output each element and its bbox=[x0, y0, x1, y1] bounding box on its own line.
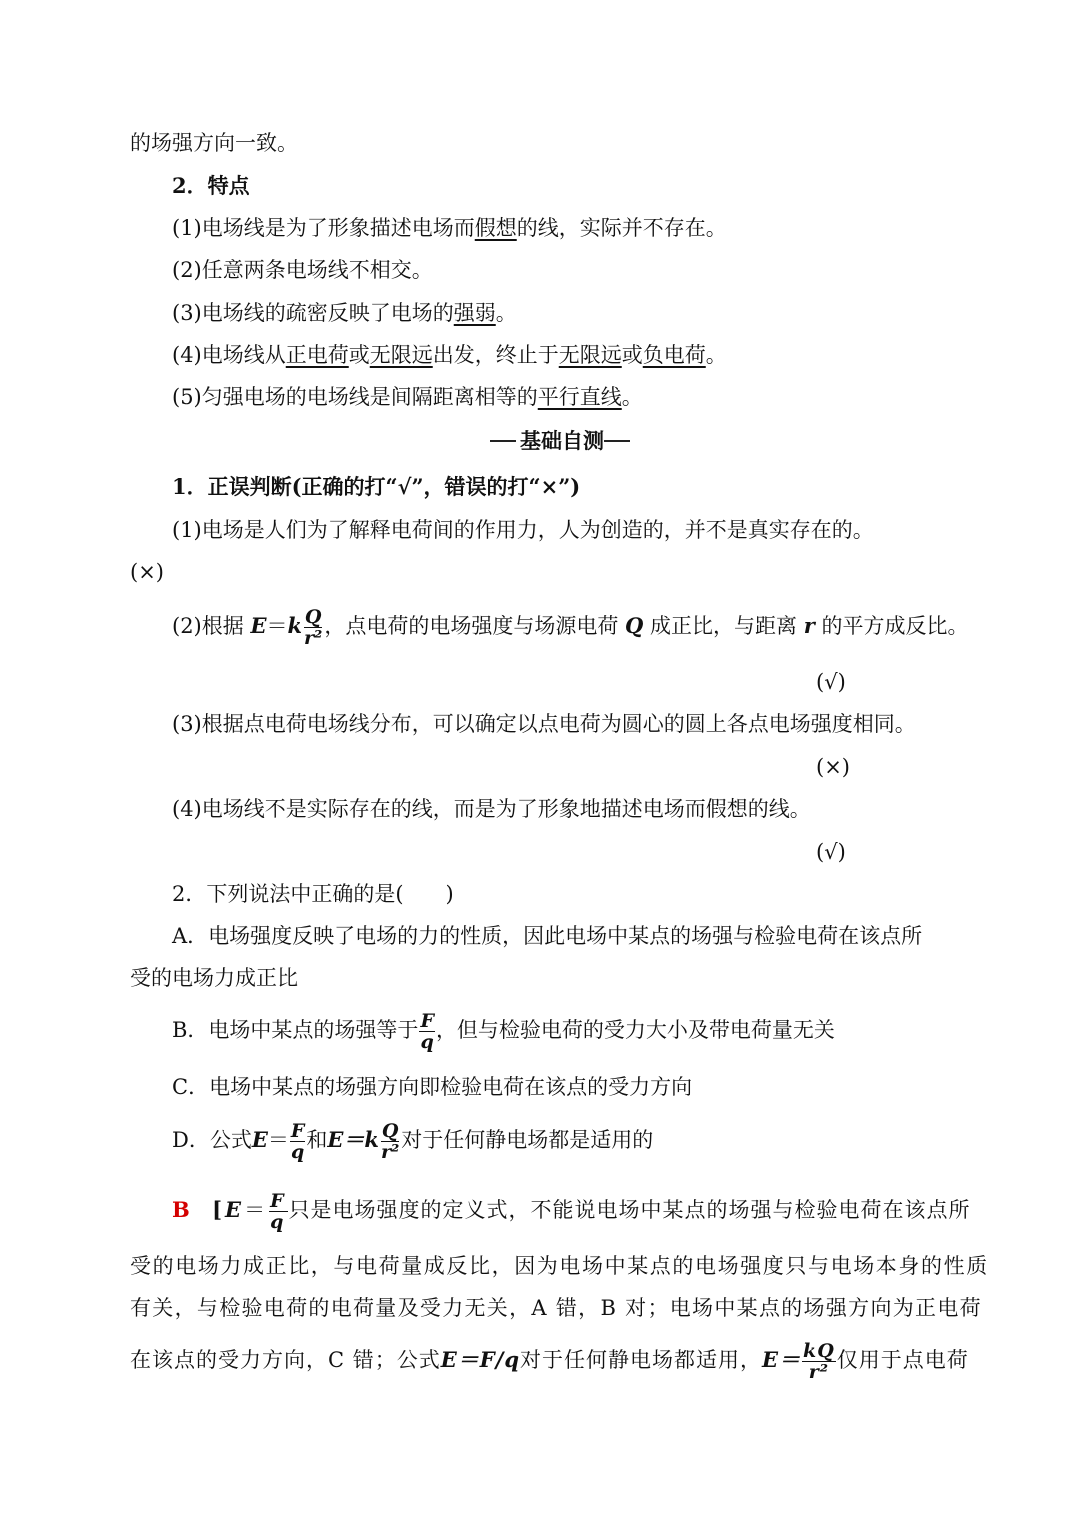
text: 2．特点 bbox=[172, 173, 250, 198]
formula-symbol: Q bbox=[625, 613, 644, 638]
fraction bbox=[802, 1341, 836, 1382]
text: 出发，终止于 bbox=[432, 343, 559, 367]
formula-symbol: E bbox=[327, 1127, 344, 1152]
formula-symbol: E＝ bbox=[762, 1347, 802, 1372]
text: 的场强方向一致。 bbox=[130, 131, 298, 155]
text: 受的电场力成正比 bbox=[130, 966, 298, 990]
underlined-answer: 平行直线 bbox=[537, 385, 622, 409]
q2-option-a-cont bbox=[130, 963, 298, 993]
judgement-mark: (×) bbox=[130, 560, 164, 584]
section-title bbox=[490, 428, 630, 454]
fraction bbox=[419, 1011, 435, 1052]
text: (4)电场线从 bbox=[172, 343, 286, 367]
denominator: q bbox=[420, 1031, 434, 1053]
text: 的平方成反比。 bbox=[821, 614, 969, 638]
text: ，但与检验电荷的受力大小及带电荷量无关 bbox=[435, 1018, 835, 1042]
feature-1 bbox=[172, 213, 727, 243]
q1-item-3 bbox=[172, 709, 916, 739]
text: (4)电场线不是实际存在的线，而是为了形象地描述电场而假想的线。 bbox=[172, 797, 811, 821]
q2-title bbox=[172, 879, 454, 909]
text-line bbox=[130, 128, 298, 158]
text: 或 bbox=[348, 343, 370, 367]
text: (3)根据点电荷电场线分布，可以确定以点电荷为圆心的圆上各点电场强度相同。 bbox=[172, 712, 916, 736]
underlined-answer: 假想 bbox=[474, 216, 517, 240]
formula-symbol: ＝ bbox=[244, 1198, 269, 1222]
text: 或 bbox=[621, 343, 643, 367]
text: D．公式 bbox=[172, 1128, 252, 1152]
text: (正确的打“√”，错误的打“×”) bbox=[291, 474, 581, 499]
text: 成正比，与距离 bbox=[650, 614, 798, 638]
q2-option-d bbox=[172, 1120, 653, 1162]
q1-item-4-mark: (√) bbox=[816, 840, 846, 864]
denominator: q bbox=[290, 1141, 305, 1163]
text: 仅用于点电荷 bbox=[836, 1348, 969, 1372]
fraction bbox=[269, 1191, 288, 1232]
text: 和 bbox=[306, 1128, 328, 1152]
text: [ bbox=[212, 1197, 226, 1222]
text: B．电场中某点的场强等于 bbox=[172, 1018, 419, 1042]
heading-features bbox=[172, 171, 250, 201]
text: (5)匀强电场的电场线是间隔距离相等的 bbox=[172, 385, 538, 409]
formula-symbol: ＝ bbox=[267, 1128, 289, 1152]
q1-item-3-mark: (×) bbox=[816, 755, 850, 779]
answer-line-1 bbox=[172, 1190, 971, 1232]
text: 对于任何静电场都是适用的 bbox=[401, 1128, 654, 1152]
answer-line-2 bbox=[130, 1251, 989, 1281]
text: C．电场中某点的场强方向即检验电荷在该点的受力方向 bbox=[172, 1075, 693, 1099]
text: (1)电场线是为了形象描述电场而 bbox=[172, 216, 475, 240]
feature-5 bbox=[172, 382, 643, 412]
fraction bbox=[380, 1121, 400, 1162]
text: 2．下列说法中正确的是( ) bbox=[172, 882, 454, 906]
underlined-answer: 无限远 bbox=[558, 343, 622, 367]
underlined-answer: 强弱 bbox=[453, 301, 496, 325]
numerator: F bbox=[270, 1190, 287, 1212]
q1-title bbox=[172, 472, 580, 502]
underlined-answer: 正电荷 bbox=[285, 343, 349, 367]
q2-option-a bbox=[172, 921, 922, 951]
feature-2 bbox=[172, 255, 433, 285]
text: 受的电场力成正比，与电荷量成反比，因为电场中某点的电场强度只与电场本身的性质 bbox=[130, 1254, 989, 1278]
section-title-text: 基础自测 bbox=[520, 428, 604, 453]
q1-item-1 bbox=[172, 515, 874, 545]
numerator: Q bbox=[381, 1120, 399, 1142]
text: ，点电荷的电场强度与场源电荷 bbox=[324, 614, 619, 638]
text: A．电场强度反映了电场的力的性质，因此电场中某点的场强与检验电荷在该点所 bbox=[172, 924, 923, 948]
denominator: q bbox=[270, 1211, 287, 1233]
text: 在该点的受力方向，C 错；公式 bbox=[130, 1348, 441, 1372]
formula-symbol: E bbox=[225, 1197, 245, 1222]
feature-4 bbox=[172, 340, 727, 370]
underlined-answer: 负电荷 bbox=[642, 343, 706, 367]
formula: E＝F/q bbox=[440, 1347, 521, 1372]
denominator: r² bbox=[380, 1141, 400, 1163]
q1-item-2-mark: (√) bbox=[816, 670, 846, 694]
title-rule-left bbox=[490, 440, 516, 442]
q1-item-2 bbox=[172, 606, 968, 648]
q1-item-4 bbox=[172, 794, 811, 824]
formula-symbol: k bbox=[287, 613, 303, 638]
text: 有关，与检验电荷的电荷量及受力无关，A 错，B 对；电场中某点的场强方向为正电荷 bbox=[130, 1296, 982, 1320]
formula-symbol: E bbox=[251, 1127, 268, 1152]
denominator: r² bbox=[304, 627, 323, 649]
formula-symbol: ＝ bbox=[266, 614, 288, 638]
numerator: F bbox=[290, 1120, 305, 1142]
answer-letter: B bbox=[172, 1197, 193, 1222]
q1-item-1-mark bbox=[130, 557, 164, 587]
text: 的线，实际并不存在。 bbox=[516, 216, 727, 240]
text: 。 bbox=[705, 343, 727, 367]
text: 。 bbox=[495, 301, 517, 325]
title-rule-right bbox=[604, 440, 630, 442]
text: 对于任何静电场都适用， bbox=[520, 1348, 763, 1372]
q2-option-c bbox=[172, 1072, 692, 1102]
answer-line-3 bbox=[130, 1293, 982, 1323]
answer-line-4 bbox=[130, 1340, 969, 1382]
text: 只是电场强度的定义式，不能说电场中某点的场强与检验电荷在该点所 bbox=[288, 1198, 971, 1222]
numerator: F bbox=[420, 1010, 434, 1032]
formula-symbol: ＝k bbox=[343, 1127, 379, 1152]
fraction bbox=[290, 1121, 306, 1162]
numerator: Q bbox=[304, 606, 322, 628]
formula-symbol: r bbox=[803, 613, 815, 638]
denominator: r² bbox=[808, 1361, 830, 1383]
feature-3 bbox=[172, 298, 517, 328]
fraction bbox=[303, 607, 323, 648]
q2-option-b bbox=[172, 1010, 835, 1052]
text: (2)任意两条电场线不相交。 bbox=[172, 258, 433, 282]
text: (1)电场是人们为了解释电荷间的作用力，人为创造的，并不是真实存在的。 bbox=[172, 518, 874, 542]
q1-number: 1．正误判断 bbox=[172, 474, 292, 499]
underlined-answer: 无限远 bbox=[369, 343, 433, 367]
text: (3)电场线的疏密反映了电场的 bbox=[172, 301, 454, 325]
text: 。 bbox=[621, 385, 643, 409]
text: (2)根据 bbox=[172, 614, 244, 638]
numerator: kQ bbox=[803, 1340, 835, 1362]
formula-symbol: E bbox=[250, 613, 267, 638]
